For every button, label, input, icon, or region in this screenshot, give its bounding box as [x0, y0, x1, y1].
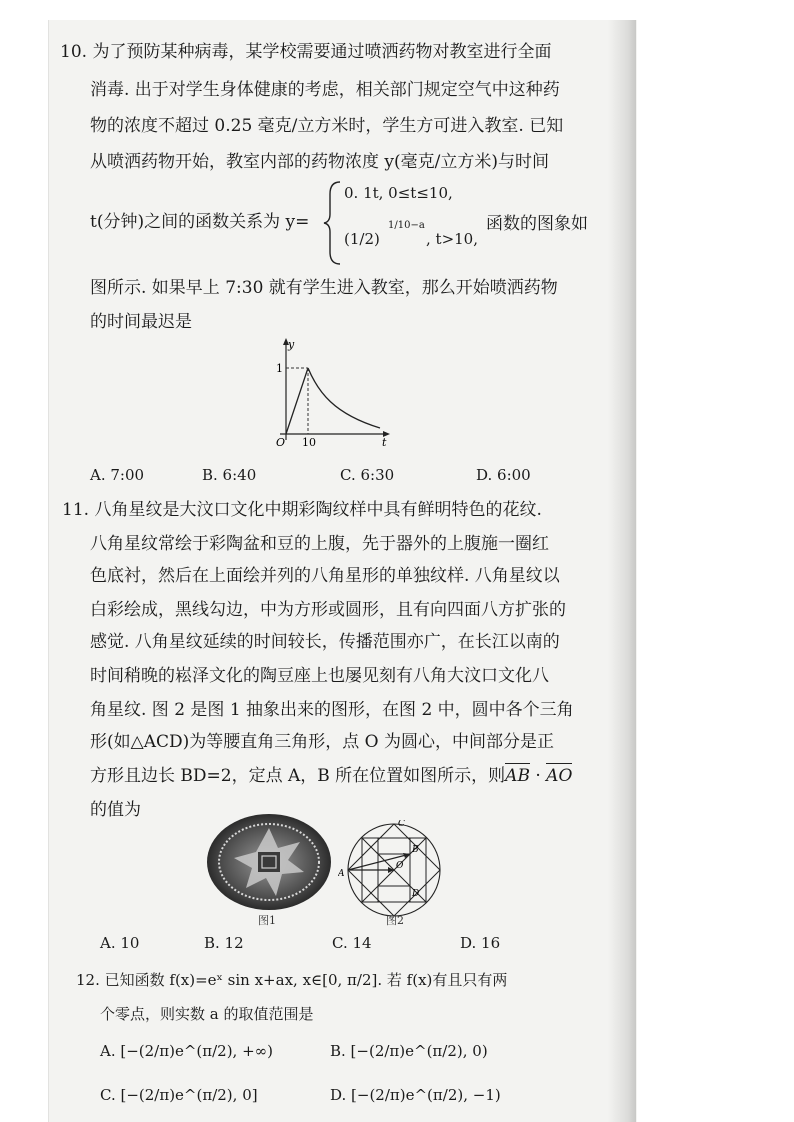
- q11-option-d[interactable]: D. 16: [460, 934, 501, 952]
- fig1-pottery-image: [204, 810, 334, 914]
- q12-option-c[interactable]: C. [−(2/π)e^(π/2), 0]: [100, 1086, 258, 1104]
- q10-option-c[interactable]: C. 6:30: [340, 466, 395, 484]
- q11-line-3: 色底衬，然后在上面绘并列的八角星形的单独纹样. 八角星纹以: [90, 566, 560, 586]
- tick-y-1: 1: [276, 362, 283, 375]
- q10-line-1: 10. 为了预防某种病毒，某学校需要通过喷洒药物对教室进行全面: [60, 42, 552, 62]
- x-label: t: [382, 436, 387, 449]
- y-label: y: [288, 338, 295, 351]
- dot-operator: ·: [529, 766, 547, 786]
- page-edge-shadow: [608, 20, 636, 1122]
- linear-segment: [286, 368, 308, 434]
- fig1-caption: 图1: [258, 914, 276, 927]
- q12-option-d[interactable]: D. [−(2/π)e^(π/2), −1): [330, 1086, 501, 1104]
- q11-line-7: 角星纹. 图 2 是图 1 抽象出来的图形，在图 2 中，圆中各个三角: [90, 700, 574, 720]
- vector-ab: AB: [505, 766, 530, 786]
- q10-option-d[interactable]: D. 6:00: [476, 466, 531, 484]
- q11-line-9: [90, 766, 572, 786]
- q12-line-1: 12. 已知函数 f(x)=eˣ sin x+ax, x∈[0, π/2]. 若 f(x)有且只有两: [76, 971, 508, 989]
- q10-option-a[interactable]: A. 7:00: [90, 466, 145, 484]
- q12-option-b[interactable]: B. [−(2/π)e^(π/2), 0): [330, 1042, 488, 1060]
- q12-line-2: 个零点，则实数 a 的取值范围是: [100, 1005, 314, 1023]
- piece-1: 0. 1t, 0≤t≤10,: [344, 184, 453, 202]
- origin-label: O: [276, 436, 286, 449]
- fig2-caption: 图2: [386, 914, 404, 927]
- q11-line-4: 白彩绘成，黑线勾边，中为方形或圆形，且有向四面八方扩张的: [90, 600, 566, 620]
- tick-x-10: 10: [302, 436, 316, 449]
- piece-2-tail: , t>10,: [426, 230, 478, 248]
- q11-line-5: 感觉. 八角星纹延续的时间较长，传播范围亦广，在长江以南的: [90, 632, 560, 652]
- piece-2-exponent: 1/10−a: [388, 220, 425, 231]
- label-o: O: [396, 861, 404, 871]
- label-d: D: [412, 889, 420, 899]
- q11-line-8: 形(如△ACD)为等腰直角三角形，点 O 为圆心，中间部分是正: [90, 732, 554, 752]
- q10-line-6: 图所示. 如果早上 7:30 就有学生进入教室，那么开始喷洒药物: [90, 278, 558, 298]
- q11-option-a[interactable]: A. 10: [100, 934, 140, 952]
- q10-line-2: 消毒. 出于对学生身体健康的考虑，相关部门规定空气中这种药: [90, 80, 560, 100]
- q11-line-6: 时间稍晚的崧泽文化的陶豆座上也屡见刻有八角大汶口文化八: [90, 666, 549, 686]
- vector-ao: AO: [546, 766, 573, 786]
- label-a: A: [338, 869, 345, 879]
- q11-option-b[interactable]: B. 12: [204, 934, 244, 952]
- q10-function-graph: [272, 336, 392, 452]
- q11-line-9-text: 方形且边长 BD=2，定点 A，B 所在位置如图所示，则: [90, 766, 506, 786]
- q10-line-4: 从喷洒药物开始，教室内部的药物浓度 y(毫克/立方米)与时间: [90, 152, 549, 172]
- q11-option-c[interactable]: C. 14: [332, 934, 372, 952]
- piece-2-base: (1/2): [344, 230, 380, 248]
- label-c: C: [398, 820, 405, 829]
- label-b: B: [412, 845, 419, 855]
- q10-func-suffix: 函数的图象如: [486, 214, 588, 234]
- fig2-diagram: [338, 820, 458, 920]
- q11-line-1: 11. 八角星纹是大汶口文化中期彩陶纹样中具有鲜明特色的花纹.: [62, 500, 542, 520]
- q10-line-3: 物的浓度不超过 0.25 毫克/立方米时，学生方可进入教室. 已知: [90, 116, 564, 136]
- q11-line-2: 八角星纹常绘于彩陶盆和豆的上腹，先于器外的上腹施一圈红: [90, 534, 549, 554]
- q10-line-7: 的时间最迟是: [90, 312, 192, 332]
- exponential-segment: [308, 368, 380, 428]
- q10-func-prefix: t(分钟)之间的函数关系为 y=: [90, 212, 310, 232]
- q10-option-b[interactable]: B. 6:40: [202, 466, 257, 484]
- q11-line-10: 的值为: [90, 800, 141, 820]
- q12-option-a[interactable]: A. [−(2/π)e^(π/2), +∞): [100, 1042, 274, 1060]
- piecewise-brace: [322, 180, 344, 266]
